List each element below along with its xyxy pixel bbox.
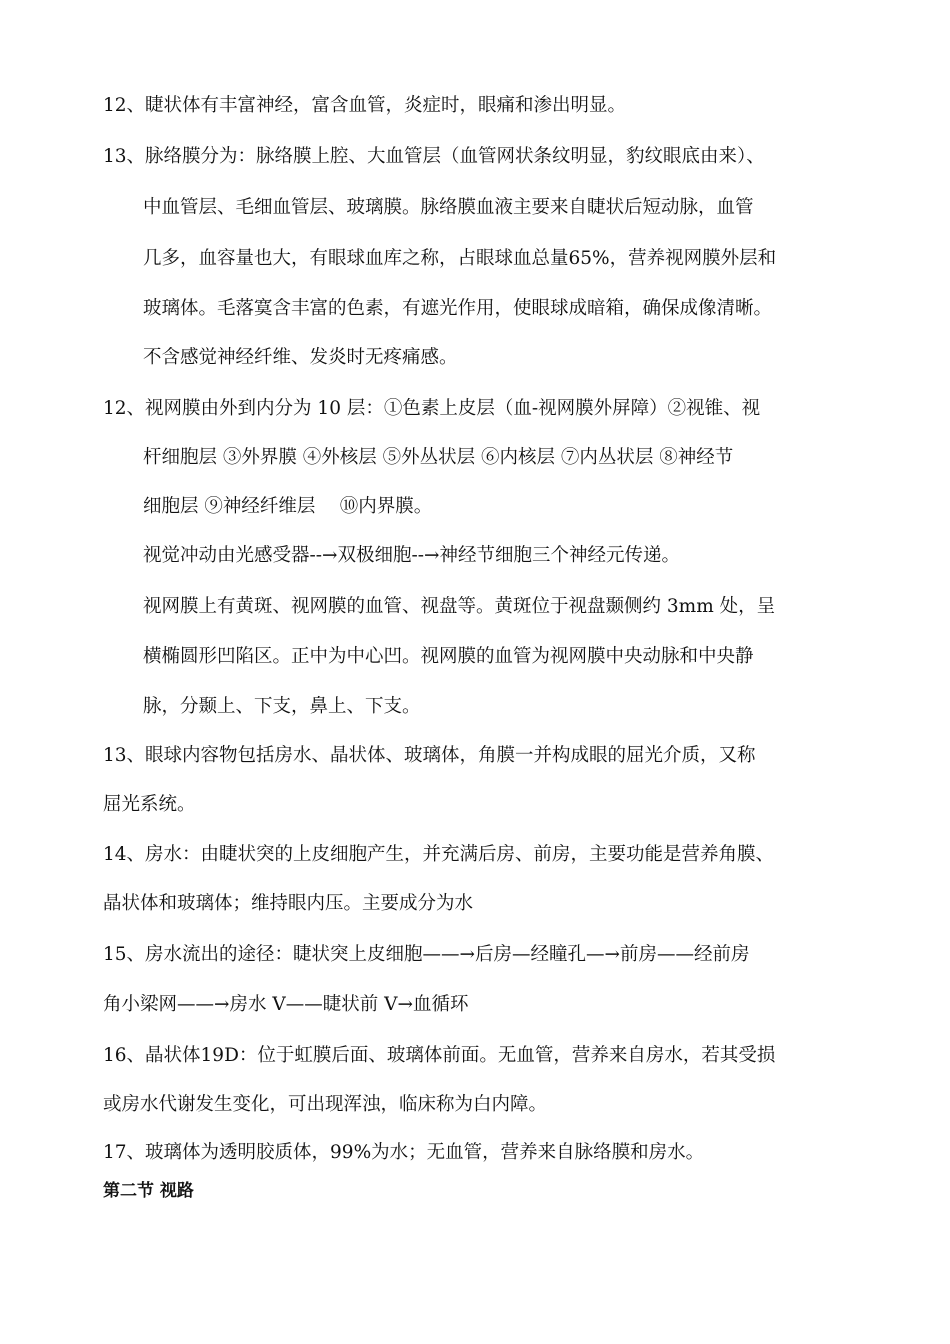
paragraph-line: 12、视网膜由外到内分为 10 层：①色素上皮层（血-视网膜外屏障）②视锥、视 bbox=[103, 398, 761, 419]
paragraph-line: 不含感觉神经纤维、发炎时无疼痛感。 bbox=[143, 347, 458, 368]
paragraph-line: 13、脉络膜分为：脉络膜上腔、大血管层（血管网状条纹明显，豹纹眼底由来）、 bbox=[103, 146, 765, 167]
paragraph-line: 几多，血容量也大，有眼球血库之称，占眼球血总量65%，营养视网膜外层和 bbox=[143, 248, 777, 269]
paragraph-line: 视觉冲动由光感受器--→双极细胞--→神经节细胞三个神经元传递。 bbox=[143, 545, 681, 566]
paragraph-line: 17、玻璃体为透明胶质体，99%为水；无血管，营养来自脉络膜和房水。 bbox=[103, 1142, 705, 1163]
paragraph-line: 15、房水流出的途径：睫状突上皮细胞——→后房—经瞳孔—→前房——经前房 bbox=[103, 944, 750, 965]
paragraph-line: 中血管层、毛细血管层、玻璃膜。脉络膜血液主要来自睫状后短动脉，血管 bbox=[143, 197, 754, 218]
paragraph-line: 屈光系统。 bbox=[103, 794, 196, 815]
paragraph-line: 杆细胞层 ③外界膜 ④外核层 ⑤外丛状层 ⑥内核层 ⑦内丛状层 ⑧神经节 bbox=[143, 447, 734, 468]
paragraph-line: 12、睫状体有丰富神经，富含血管，炎症时，眼痛和渗出明显。 bbox=[103, 95, 627, 116]
paragraph-line: 横椭圆形凹陷区。正中为中心凹。视网膜的血管为视网膜中央动脉和中央静 bbox=[143, 646, 754, 667]
paragraph-line: 或房水代谢发生变化，可出现浑浊，临床称为白内障。 bbox=[103, 1094, 548, 1115]
paragraph-line: 16、晶状体19D：位于虹膜后面、玻璃体前面。无血管，营养来自房水，若其受损 bbox=[103, 1045, 776, 1066]
paragraph-line: 角小梁网——→房水 V——睫状前 V→血循环 bbox=[103, 994, 469, 1015]
paragraph-line: 细胞层 ⑨神经纤维层 ⑩内界膜。 bbox=[143, 496, 433, 517]
section-heading: 第二节 视路 bbox=[103, 1181, 194, 1201]
paragraph-line: 脉，分颞上、下支，鼻上、下支。 bbox=[143, 696, 421, 717]
paragraph-line: 视网膜上有黄斑、视网膜的血管、视盘等。黄斑位于视盘颞侧约 3mm 处，呈 bbox=[143, 596, 776, 617]
paragraph-line: 玻璃体。毛落寞含丰富的色素，有遮光作用，使眼球成暗箱，确保成像清晰。 bbox=[143, 298, 773, 319]
paragraph-line: 晶状体和玻璃体；维持眼内压。主要成分为水 bbox=[103, 893, 474, 914]
paragraph-line: 14、房水：由睫状突的上皮细胞产生，并充满后房、前房，主要功能是营养角膜、 bbox=[103, 844, 775, 865]
paragraph-line: 13、眼球内容物包括房水、晶状体、玻璃体，角膜一并构成眼的屈光介质，又称 bbox=[103, 745, 756, 766]
